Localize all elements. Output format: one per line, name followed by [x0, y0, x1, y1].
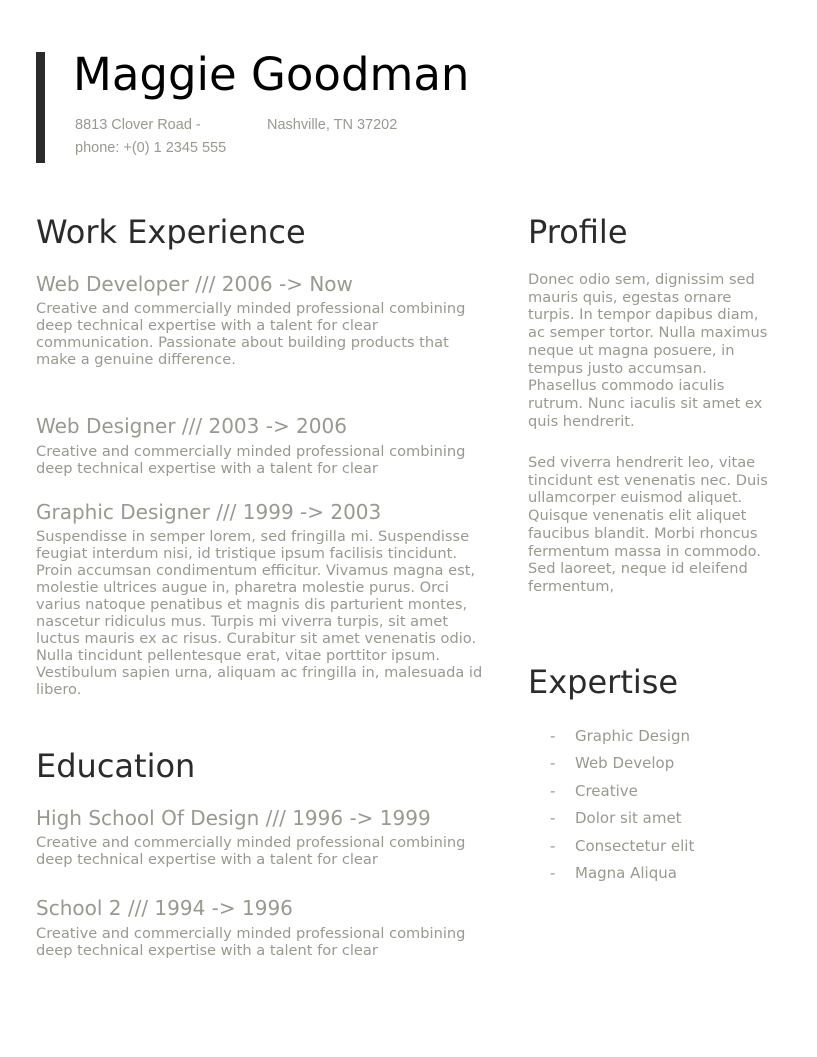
profile-paragraph: Donec odio sem, dignissim sed mauris quis, egestas ornare turpis. In tempor dapibus diam, ac semper tortor. Nulla maximus neque ut magna posuere, in tempus justo accumsan. Phasellus commodo iaculis rutrum. Nunc iaculis sit amet ex quis hendrerit.	[528, 271, 768, 430]
bullet-dash: -	[550, 863, 556, 882]
school-description: Creative and commercially minded professional combining deep technical expertise with a talent for clear	[36, 834, 466, 868]
skill-label: Dolor sit amet	[575, 809, 682, 828]
expertise-list	[550, 726, 694, 890]
job-description: Creative and commercially minded professional combining deep technical expertise with a talent for clear	[36, 443, 466, 477]
job-description: Creative and commercially minded professional combining deep technical expertise with a talent for clear communication. Passionate about building products that make a genuine difference.	[36, 300, 466, 368]
skill-label: Magna Aliqua	[575, 863, 677, 882]
expertise-heading: Expertise	[528, 663, 679, 701]
bullet-dash: -	[550, 781, 556, 800]
skill-label: Graphic Design	[575, 727, 690, 745]
list-item	[550, 726, 694, 753]
list-item	[550, 863, 694, 890]
job-title: Graphic Designer /// 1999 -> 2003	[36, 500, 382, 524]
education-heading: Education	[36, 747, 196, 785]
job-title: Web Designer /// 2003 -> 2006	[36, 414, 347, 438]
job-title: Web Developer /// 2006 -> Now	[36, 272, 353, 296]
bullet-dash: -	[550, 754, 556, 773]
work-experience-heading: Work Experience	[36, 213, 306, 251]
school-title: School 2 /// 1994 -> 1996	[36, 896, 293, 920]
skill-label: Web Develop	[575, 754, 675, 773]
list-item	[550, 808, 694, 835]
profile-paragraph: Sed viverra hendrerit leo, vitae tincidunt est venenatis nec. Duis ullamcorper euismod aliquet. Quisque venenatis elit aliquet faucibus blandit. Morbi rhoncus fermentum massa in commodo. Sed laoreet, neque id eleifend fermentum,	[528, 454, 768, 595]
bullet-dash: -	[550, 809, 556, 828]
header-accent-bar	[36, 52, 45, 163]
address-city: Nashville, TN 37202	[267, 117, 398, 133]
skill-label: Consectetur elit	[575, 836, 695, 855]
phone-number: phone: +(0) 1 2345 555	[75, 140, 227, 156]
bullet-dash: -	[550, 727, 556, 745]
school-description: Creative and commercially minded professional combining deep technical expertise with a talent for clear	[36, 925, 466, 959]
profile-heading: Profile	[528, 213, 628, 251]
candidate-name: Maggie Goodman	[73, 48, 470, 101]
address-street: 8813 Clover Road -	[75, 117, 201, 133]
list-item	[550, 836, 694, 863]
skill-label: Creative	[575, 781, 638, 800]
list-item	[550, 781, 694, 808]
school-title: High School Of Design /// 1996 -> 1999	[36, 806, 431, 830]
bullet-dash: -	[550, 836, 556, 855]
list-item	[550, 753, 694, 780]
job-description: Suspendisse in semper lorem, sed fringilla mi. Suspendisse feugiat interdum nisi, id tristique ipsum facilisis tincidunt. Proin accumsan condimentum efficitur. Vivamus magna est, molestie ultrices augue in, pharetra molestie purus. Orci varius natoque penatibus et magnis dis parturient montes, nascetur ridiculus mus. Turpis mi viverra turpis, sit amet luctus mauris ex ac risus. Curabitur sit amet venenatis odio. Nulla tincidunt pellentesque erat, vitae porttitor ipsum. Vestibulum sapien urna, aliquam ac fringilla in, malesuada id libero.	[36, 528, 483, 698]
